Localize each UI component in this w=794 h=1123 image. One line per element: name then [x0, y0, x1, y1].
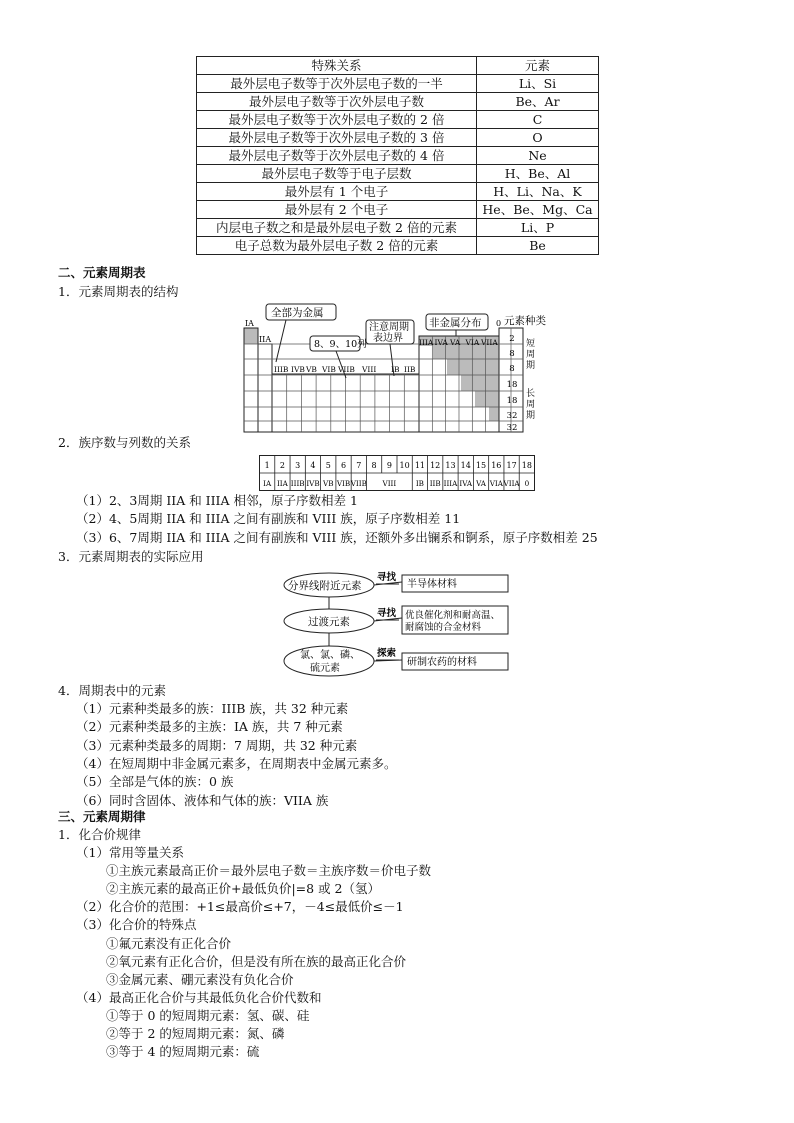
- relation-cell: 最外层有 1 个电子: [197, 183, 477, 201]
- group-name: IIIB: [290, 479, 305, 488]
- group-name: IIB: [429, 479, 441, 488]
- list-item: （1）2、3周期 IIA 和 IIIA 相邻，原子序数相差 1: [76, 493, 358, 508]
- relation-cell: 最外层有 2 个电子: [197, 201, 477, 219]
- relation-cell: 最外层电子数等于次外层电子数的 2 倍: [197, 111, 477, 129]
- result-catalyst-line2: 耐腐蚀的合金材料: [405, 622, 482, 633]
- table-row: [197, 111, 599, 129]
- element-cell: O: [477, 129, 599, 147]
- column-number: 3: [295, 461, 301, 470]
- list-item: （1）元素种类最多的族：IIIB 族，共 32 种元素: [76, 701, 349, 716]
- group-label-b: IIIB: [274, 365, 289, 374]
- element-cell: H、Be、Al: [477, 165, 599, 183]
- group-label-a: VA: [450, 338, 461, 347]
- item-elements-in-table: 4．周期表中的元素: [58, 683, 166, 698]
- column-number: 16: [491, 461, 502, 470]
- list-item: ③金属元素、硼元素没有负化合价: [106, 971, 294, 987]
- element-count: 32: [506, 423, 518, 433]
- label-border-2: 表边界: [373, 333, 403, 344]
- column-number: 14: [460, 461, 471, 470]
- group-label-a: VIA: [465, 338, 480, 347]
- column-number: 10: [399, 461, 410, 470]
- list-item: ②氧元素有正化合价，但是没有所在族的最高正化合价: [106, 953, 407, 969]
- node-halogen-line2: 硫元素: [310, 663, 340, 674]
- section-heading-periodic-table: 二、元素周期表: [58, 265, 146, 280]
- list-item: （4）在短周期中非金属元素多，在周期表中金属元素多。: [76, 755, 397, 771]
- item-group-column: 2．族序数与列数的关系: [58, 435, 191, 450]
- column-number: 18: [521, 461, 532, 470]
- element-count: 8: [509, 349, 515, 359]
- element-count: 18: [506, 380, 518, 390]
- long-period-label: 长: [526, 389, 536, 399]
- group-name: VA: [476, 479, 486, 488]
- long-period-label: 期: [526, 411, 536, 421]
- label-all-metal: 全部为金属: [271, 307, 324, 319]
- group-name: VIII: [382, 479, 397, 488]
- result-pesticide: 研制农药的材料: [407, 657, 477, 668]
- relation-cell: 最外层电子数等于次外层电子数的 4 倍: [197, 147, 477, 165]
- group-name: IIA: [276, 479, 288, 488]
- item-applications: 3．元素周期表的实际应用: [58, 549, 204, 564]
- group-name: IA: [263, 479, 272, 488]
- element-cell: Ne: [477, 147, 599, 165]
- column-number: 9: [386, 461, 392, 470]
- group-label-b: IVB: [291, 365, 305, 374]
- list-item: ②主族元素的最高正价+最低负价|=8 或 2（氢）: [106, 881, 381, 897]
- relation-cell: 最外层电子数等于次外层电子数的一半: [197, 75, 477, 93]
- periodic-structure-diagram: [236, 302, 576, 436]
- list-item: （2）化合价的范围：+1≤最高价≤+7，－4≤最低价≤－1: [76, 899, 404, 915]
- list-item: （3）化合价的特殊点: [76, 917, 197, 933]
- column-number: 7: [356, 461, 362, 470]
- column-number: 5: [325, 461, 331, 470]
- table-row: [197, 237, 599, 255]
- list-item: （3）元素种类最多的周期：7 周期，共 32 种元素: [76, 737, 358, 753]
- group-name: VIA: [489, 479, 503, 488]
- group-name: VIB: [336, 479, 351, 488]
- group-name: IIIA: [443, 479, 458, 488]
- header-cell: 特殊关系: [197, 57, 477, 75]
- group-name: IVB: [306, 479, 320, 488]
- list-item: （2）元素种类最多的主族：ⅠA 族，共 7 种元素: [76, 719, 343, 735]
- node-boundary-elements: 分界线附近元素: [288, 580, 362, 592]
- group-name: VIIA: [503, 479, 520, 488]
- header-cell: 元素: [477, 57, 599, 75]
- section-heading-periodic-law: 三、元素周期律: [58, 809, 146, 824]
- element-cell: Li、Si: [477, 75, 599, 93]
- element-cell: Li、P: [477, 219, 599, 237]
- short-period-label: 周: [526, 350, 536, 360]
- group-column-table: [259, 455, 535, 491]
- column-number: 1: [264, 461, 270, 470]
- label-element-types: 元素种类: [504, 315, 546, 327]
- group-label-b: IIB: [404, 365, 416, 374]
- list-item: ①氟元素没有正化合价: [106, 935, 232, 951]
- relation-cell: 最外层电子数等于电子层数: [197, 165, 477, 183]
- column-number: 15: [475, 461, 487, 470]
- element-cell: C: [477, 111, 599, 129]
- element-cell: Be、Ar: [477, 93, 599, 111]
- application-diagram: [282, 570, 514, 678]
- element-count: 2: [509, 334, 515, 344]
- group-name: VB: [323, 479, 334, 488]
- long-period-label: 周: [526, 400, 536, 410]
- table-row: [197, 219, 599, 237]
- group-label-b: VIII: [362, 365, 377, 374]
- column-number: 17: [506, 461, 517, 470]
- column-number: 4: [310, 461, 316, 470]
- short-period-label: 期: [526, 361, 536, 371]
- element-count: 8: [509, 364, 515, 374]
- column-number: 13: [445, 461, 456, 470]
- result-catalyst-line1: 优良催化剂和耐高温、: [405, 610, 501, 621]
- column-number: 11: [414, 461, 426, 470]
- relation-cell: 最外层电子数等于次外层电子数: [197, 93, 477, 111]
- element-cell: H、Li、Na、K: [477, 183, 599, 201]
- table-row: [197, 147, 599, 165]
- group-name: 0: [524, 479, 530, 488]
- list-item: ③等于 4 的短周期元素：硫: [106, 1044, 260, 1060]
- list-item: ②等于 2 的短周期元素：氮、磷: [106, 1026, 285, 1041]
- relation-cell: 最外层电子数等于次外层电子数的 3 倍: [197, 129, 477, 147]
- element-cell: He、Be、Mg、Ca: [477, 201, 599, 219]
- group-name: IVA: [459, 479, 473, 488]
- label-zero: 0: [496, 319, 502, 328]
- label-nonmetal: 非金属分布: [429, 317, 482, 329]
- group-label-a: IIIA: [419, 338, 434, 347]
- relation-cell: 电子总数为最外层电子数 2 倍的元素: [197, 237, 477, 255]
- column-number: 12: [430, 461, 441, 470]
- item-valence-rules: 1．化合价规律: [58, 827, 141, 842]
- label-columns: 8、9、10列: [314, 339, 367, 350]
- group-label-b: VB: [306, 365, 317, 374]
- node-halogen-line1: 氯、氯、磷、: [300, 650, 360, 661]
- list-item: （2）4、5周期 IIA 和 IIIA 之间有副族和 VIII 族，原子序数相差 11: [76, 511, 461, 527]
- group-name: IB: [415, 479, 424, 488]
- group-label-b: IB: [391, 365, 400, 374]
- column-number: 6: [340, 461, 347, 470]
- element-cell: Be: [477, 237, 599, 255]
- list-item: ①主族元素最高正价＝最外层电子数＝主族序数＝价电子数: [106, 863, 432, 879]
- result-semiconductor: 半导体材料: [407, 579, 457, 590]
- item-structure: 1．元素周期表的结构: [58, 284, 179, 299]
- special-relation-table: [196, 56, 599, 255]
- list-item: （5）全部是气体的族：0 族: [76, 774, 234, 790]
- group-name: VIIB: [350, 479, 367, 488]
- table-row: [197, 129, 599, 147]
- list-item: （1）常用等量关系: [76, 845, 184, 860]
- table-row: [197, 93, 599, 111]
- element-count: 32: [506, 411, 518, 421]
- relation-cell: 内层电子数之和是最外层电子数 2 倍的元素: [197, 219, 477, 237]
- list-item: （6）同时含固体、液体和气体的族：VIIA 族: [76, 792, 329, 808]
- label-border-1: 注意周期: [369, 322, 409, 333]
- label-iia: IIA: [259, 335, 272, 344]
- label-ia: IA: [245, 319, 254, 328]
- table-row: [197, 201, 599, 219]
- table-row: [197, 165, 599, 183]
- table-row: [197, 183, 599, 201]
- table-header-row: [197, 57, 599, 75]
- group-label-a: VIIA: [481, 338, 498, 347]
- group-label-a: IVA: [434, 338, 448, 347]
- element-count: 18: [506, 396, 518, 406]
- list-item: （4）最高正化合价与其最低负化合价代数和: [76, 989, 322, 1005]
- node-transition-elements: 过渡元素: [308, 616, 350, 628]
- column-number: 8: [371, 461, 377, 470]
- group-label-b: VIB: [322, 365, 336, 374]
- action-find-1: 寻找: [377, 572, 397, 583]
- column-number: 2: [279, 461, 285, 470]
- list-item: （3）6、7周期 IIA 和 IIIA 之间有副族和 VIII 族，还额外多出镧系和锕系，原子序数相差 25: [76, 529, 598, 545]
- table-row: [197, 75, 599, 93]
- group-label-b: VIIB: [338, 365, 355, 374]
- action-find-2: 寻找: [377, 608, 397, 619]
- short-period-label: 短: [526, 339, 536, 349]
- list-item: ①等于 0 的短周期元素：氢、碳、硅: [106, 1007, 310, 1023]
- action-explore: 探索: [377, 648, 397, 659]
